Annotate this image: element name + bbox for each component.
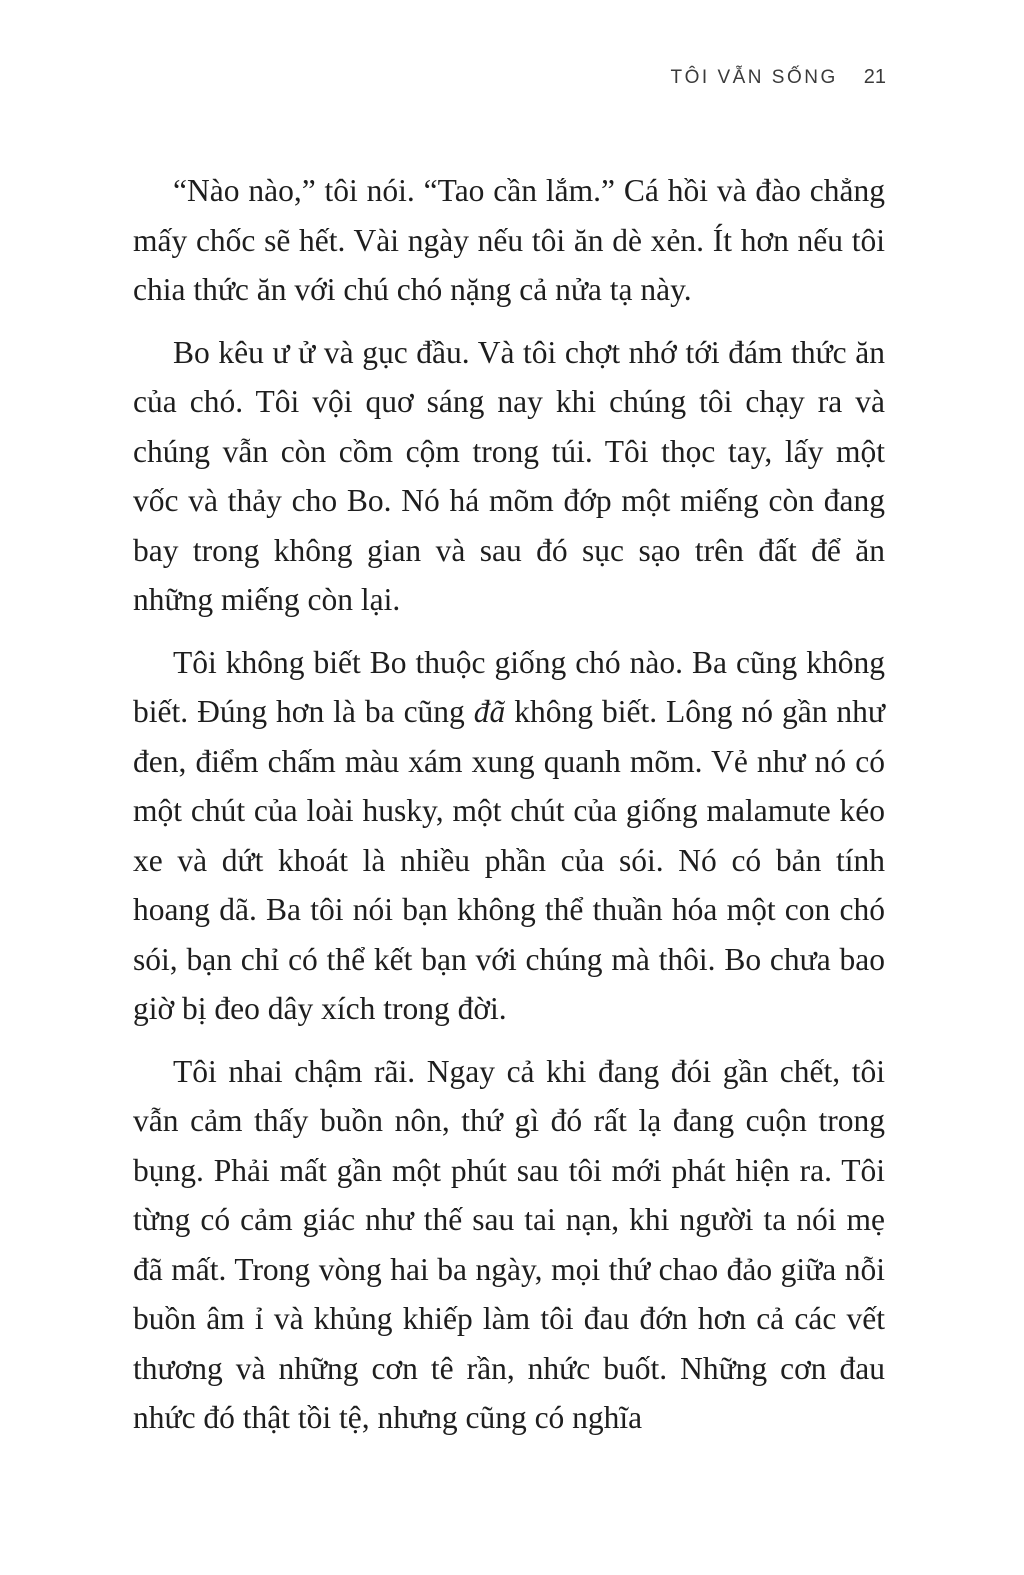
page-number: 21 [863, 66, 886, 88]
body-text [133, 166, 885, 1456]
running-header-title: TÔI VẪN SỐNG [670, 67, 838, 88]
paragraph-4: Tôi nhai chậm rãi. Ngay cả khi đang đói gần chết, tôi vẫn cảm thấy buồn nôn, thứ gì đó rất lạ đang cuộn trong bụng. Phải mất gần một phút sau tôi mới phát hiện ra. Tôi từng có cảm giác như thế sau tai nạn, khi người ta nói mẹ đã mất. Trong vòng hai ba ngày, mọi thứ chao đảo giữa nỗi buồn âm ỉ và khủng khiếp làm tôi đau đớn hơn cả các vết thương và những cơn tê rần, nhức buốt. Những cơn đau nhức đó thật tồi tệ, nhưng cũng có nghĩa [133, 1053, 885, 1435]
paragraph-1: “Nào nào,” tôi nói. “Tao cần lắm.” Cá hồi và đào chẳng mấy chốc sẽ hết. Vài ngày nếu tôi ăn dè xẻn. Ít hơn nếu tôi chia thức ăn với chú chó nặng cả nửa tạ này. [133, 173, 885, 307]
running-header [671, 66, 887, 89]
paragraph-3-text-before: Tôi không biết Bo thuộc giống chó nào. Ba cũng không biết. Đúng hơn là ba cũng [133, 644, 885, 729]
paragraph-3-italic-word: đã [473, 694, 506, 729]
paragraph-3-text-after: không biết. Lông nó gần như đen, điểm chấm màu xám xung quanh mõm. Vẻ như nó có một chút của loài husky, một chút của giống malamute kéo xe và dứt khoát là nhiều phần của sói. Nó có bản tính hoang dã. Ba tôi nói bạn không thể thuần hóa một con chó sói, bạn chỉ có thể kết bạn với chúng mà thôi. Bo chưa bao giờ bị đeo dây xích trong đời. [133, 694, 885, 1026]
paragraph-2: Bo kêu ư ử và gục đầu. Và tôi chợt nhớ tới đám thức ăn của chó. Tôi vội quơ sáng nay khi chúng tôi chạy ra và chúng vẫn còn cồm cộm trong túi. Tôi thọc tay, lấy một vốc và thảy cho Bo. Nó há mõm đớp một miếng còn đang bay trong không gian và sau đó sục sạo trên đất để ăn những miếng còn lại. [133, 334, 885, 617]
paragraph-3 [133, 638, 885, 1034]
